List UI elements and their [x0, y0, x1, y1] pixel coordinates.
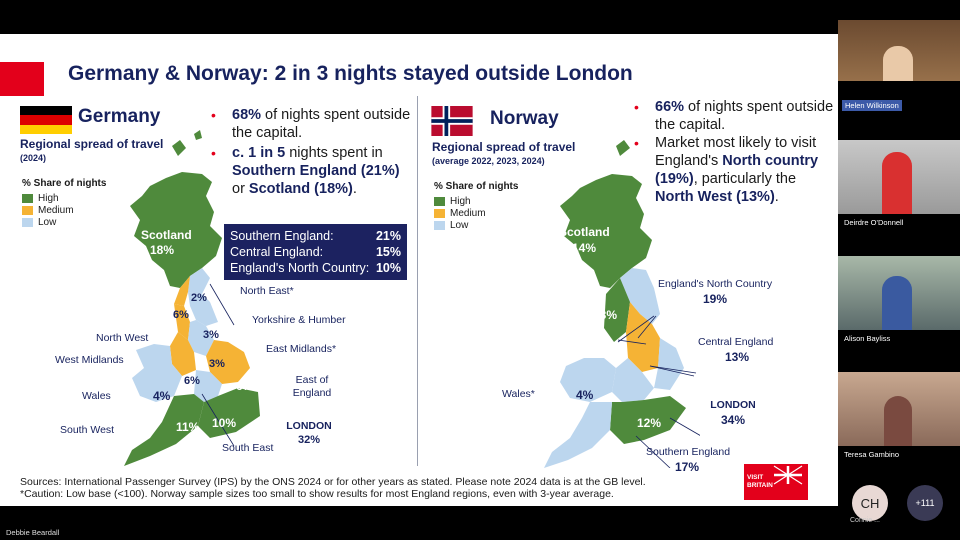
participant-avatar[interactable]: CH — [852, 485, 888, 521]
legend-low: Low — [450, 219, 469, 231]
no-central-value: 13% — [724, 350, 750, 364]
no-nw-value: 13% — [593, 308, 618, 322]
norway-legend — [434, 181, 518, 231]
video-tile-2[interactable] — [838, 140, 960, 214]
de-scotland-label: Scotland — [141, 228, 192, 242]
de-nw-value: 6% — [173, 309, 189, 321]
germany-bullet-1: • 68% of nights spent outside the capital. — [211, 107, 411, 141]
de-sw-value: 11% — [176, 420, 200, 434]
norway-bullet-2: • Market most likely to visit England's North country (19%), particularly the North West (13%). — [634, 135, 819, 205]
legend-low-swatch — [22, 218, 33, 227]
no-north-country-value: 19% — [702, 292, 728, 306]
slide-title: Germany & Norway: 2 in 3 nights stayed outside London — [68, 62, 633, 85]
legend-low-swatch — [434, 221, 445, 230]
participant-name-2: Deirdre O'Donnell — [844, 218, 904, 227]
no-southern-value: 17% — [674, 460, 700, 474]
participant-name-4: Teresa Gambino — [844, 450, 900, 459]
avatar-name: Connie ... — [850, 517, 880, 524]
de-north-west-label: North West — [96, 332, 149, 344]
red-accent-tab — [0, 62, 44, 96]
de-east-of-england-label: East of England — [292, 374, 332, 399]
no-wales-label: Wales* — [502, 388, 535, 400]
legend-medium: Medium — [38, 204, 74, 216]
participant-video — [882, 276, 912, 330]
de-london-label: LONDON — [286, 420, 332, 432]
germany-year: (2024) — [20, 153, 47, 163]
de-west-midlands-label: West Midlands — [55, 354, 124, 366]
participant-name-1: Helen Wilkinson — [842, 100, 902, 111]
legend-medium-swatch — [22, 206, 33, 215]
de-em-value: 3% — [209, 358, 225, 370]
no-london-value: 34% — [720, 413, 746, 427]
no-north-country-label: England's North Country — [658, 278, 773, 290]
germany-stats-box — [224, 224, 407, 280]
participant-video — [882, 152, 912, 214]
no-south-value: 12% — [637, 416, 662, 430]
germany-legend — [22, 178, 106, 228]
legend-title: % Share of nights — [22, 178, 107, 189]
stat-row: Southern England: 21% — [230, 229, 401, 243]
no-london-label: LONDON — [710, 399, 756, 411]
legend-high: High — [450, 195, 471, 207]
legend-high-swatch — [22, 194, 33, 203]
legend-medium: Medium — [450, 207, 486, 219]
germany-heading: Germany — [78, 106, 161, 127]
norway-flag-icon — [427, 106, 477, 136]
no-wales-value: 4% — [576, 388, 594, 402]
de-wales-value: 4% — [153, 389, 171, 403]
presenter-name: Debbie Beardall — [6, 528, 60, 537]
de-ee-value: 6% — [236, 379, 254, 393]
de-wales-label: Wales — [82, 390, 111, 402]
de-yh-value: 3% — [203, 329, 219, 341]
stat-row: Central England: 15% — [230, 245, 401, 259]
de-north-east-label: North East* — [240, 285, 294, 297]
de-yorkshire-label: Yorkshire & Humber — [252, 314, 346, 326]
de-london-value: 32% — [297, 434, 321, 446]
legend-medium-swatch — [434, 209, 445, 218]
de-se-value: 10% — [212, 416, 237, 430]
participant-name-3: Alison Bayliss — [844, 334, 891, 343]
video-tile-4[interactable] — [838, 372, 960, 446]
more-participants-button[interactable]: +111 — [907, 485, 943, 521]
de-south-west-label: South West — [60, 424, 115, 436]
sources-text: Sources: International Passenger Survey (IPS) by the ONS 2024 or for other years as stated. Please note 2024 data is at the GB level. — [20, 476, 646, 488]
de-scotland-value: 18% — [150, 243, 175, 257]
norway-years: (average 2022, 2023, 2024) — [432, 156, 545, 166]
participant-video — [884, 396, 912, 446]
legend-title: % Share of nights — [434, 181, 519, 192]
presentation-slide — [0, 34, 838, 506]
logo-text: VISIT BRITAIN — [747, 474, 773, 489]
norway-bullets — [634, 98, 835, 206]
no-scotland-label: Scotland — [559, 225, 610, 239]
de-east-midlands-label: East Midlands* — [266, 343, 337, 355]
germany-bullet-2: • c. 1 in 5 nights spent in Southern England (21%) or Scotland (18%). — [211, 145, 400, 197]
germany-flag-icon — [20, 106, 72, 134]
norway-heading: Norway — [490, 108, 559, 129]
visitbritain-logo — [744, 464, 808, 500]
germany-subtitle: Regional spread of travel — [20, 137, 164, 151]
video-tile-3[interactable] — [838, 256, 960, 330]
sources-note — [20, 476, 760, 500]
section-divider — [417, 96, 418, 466]
legend-high: High — [38, 192, 59, 204]
legend-low: Low — [38, 216, 57, 228]
germany-bullets — [211, 106, 412, 198]
norway-subtitle: Regional spread of travel — [432, 140, 576, 154]
no-southern-label: Southern England — [646, 446, 731, 458]
no-scotland-value: 14% — [572, 241, 597, 255]
no-central-label: Central England — [698, 336, 774, 348]
legend-high-swatch — [434, 197, 445, 206]
de-wm-value: 6% — [184, 375, 200, 387]
stat-row: England's North Country: 10% — [230, 261, 401, 275]
norway-bullet-1: • 66% of nights spent outside the capital. — [634, 99, 834, 133]
de-ne-value: 2% — [191, 292, 207, 304]
caution-text: *Caution: Low base (<100). Norway sample sizes too small to show results for most England regions, even with 3-year average. — [20, 488, 614, 500]
de-south-east-label: South East — [222, 442, 274, 454]
